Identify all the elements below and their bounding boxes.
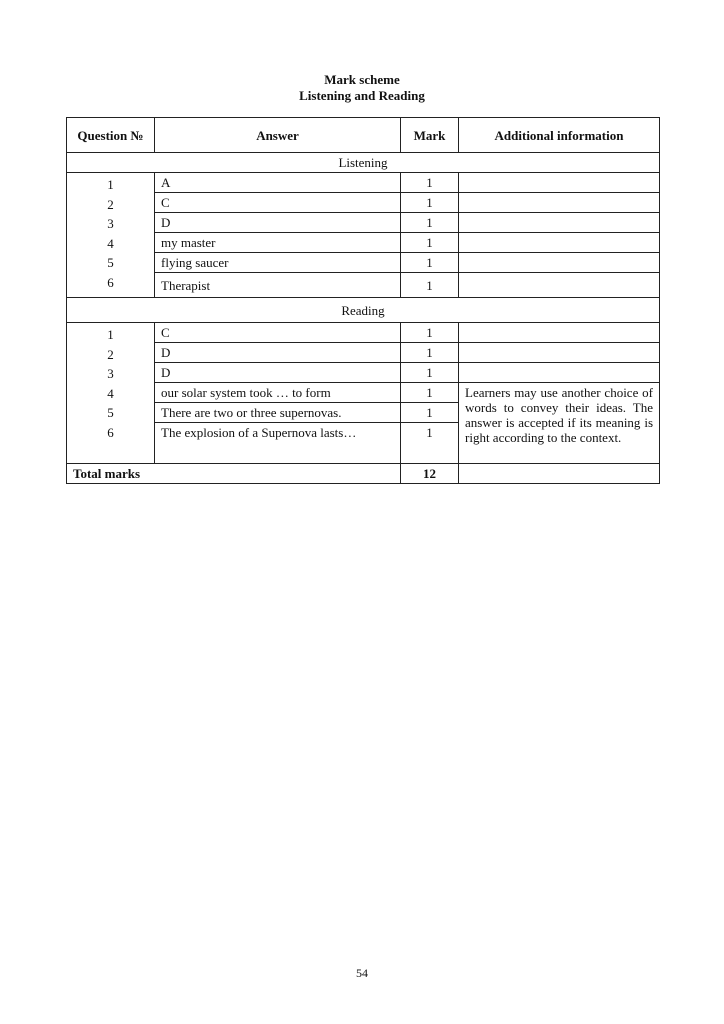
table-row (67, 323, 660, 343)
table-row (67, 383, 660, 403)
document-subtitle: Listening and Reading (299, 88, 425, 103)
answer-cell: There are two or three supernovas. (155, 403, 401, 423)
mark-cell: 1 (401, 173, 459, 193)
document-title: Mark scheme (324, 72, 400, 87)
mark-cell: 1 (401, 383, 459, 403)
mark-scheme-table (66, 117, 660, 484)
mark-cell: 1 (401, 193, 459, 213)
mark-cell: 1 (401, 403, 459, 423)
answer-cell: A (155, 173, 401, 193)
total-label: Total marks (67, 464, 401, 484)
info-cell (459, 213, 660, 233)
table-row (67, 233, 660, 253)
answer-cell: D (155, 213, 401, 233)
question-number: 3 (107, 366, 114, 381)
total-value: 12 (401, 464, 459, 484)
table-row (67, 253, 660, 273)
answer-cell: C (155, 193, 401, 213)
mark-cell: 1 (401, 343, 459, 363)
question-number: 6 (107, 424, 114, 440)
question-numbers (67, 323, 155, 464)
header-mark: Mark (401, 118, 459, 153)
table-row (67, 193, 660, 213)
header-additional-info: Additional information (459, 118, 660, 153)
section-row-reading (67, 298, 660, 323)
question-number: 6 (107, 274, 114, 290)
mark-cell: 1 (401, 273, 459, 298)
table-row (67, 173, 660, 193)
info-cell (459, 273, 660, 298)
answer-cell: The explosion of a Supernova lasts… (155, 423, 401, 464)
info-cell (459, 323, 660, 343)
mark-cell: 1 (401, 363, 459, 383)
question-number: 2 (107, 346, 114, 362)
table-row (67, 273, 660, 298)
question-number: 4 (107, 235, 114, 251)
answer-cell: D (155, 343, 401, 363)
section-title: Listening (67, 153, 660, 173)
answer-cell: my master (155, 233, 401, 253)
mark-cell: 1 (401, 323, 459, 343)
info-cell (459, 173, 660, 193)
table-row (67, 213, 660, 233)
info-cell (459, 193, 660, 213)
header-question: Question № (67, 118, 155, 153)
header-answer: Answer (155, 118, 401, 153)
additional-info-cell: Learners may use another choice of words to convey their ideas. The answer is accepted if its meaning is right according to the context. (459, 383, 660, 464)
info-cell (459, 464, 660, 484)
question-number: 1 (107, 327, 114, 342)
question-number: 5 (107, 255, 114, 270)
section-row-listening (67, 153, 660, 173)
info-cell (459, 233, 660, 253)
mark-cell: 1 (401, 423, 459, 464)
header-row (67, 118, 660, 153)
mark-cell: 1 (401, 233, 459, 253)
question-number: 3 (107, 216, 114, 231)
table-row (67, 363, 660, 383)
info-cell (459, 363, 660, 383)
answer-cell: D (155, 363, 401, 383)
total-row (67, 464, 660, 484)
question-numbers (67, 173, 155, 298)
mark-cell: 1 (401, 213, 459, 233)
question-number: 2 (107, 196, 114, 212)
info-cell (459, 343, 660, 363)
page-number: 54 (356, 966, 368, 980)
answer-cell: Therapist (155, 273, 401, 298)
info-cell (459, 253, 660, 273)
question-number: 1 (107, 177, 114, 192)
answer-cell: our solar system took … to form (155, 383, 401, 403)
answer-cell: flying saucer (155, 253, 401, 273)
question-number: 4 (107, 385, 114, 401)
answer-cell: C (155, 323, 401, 343)
question-number: 5 (107, 405, 114, 420)
section-title: Reading (67, 298, 660, 323)
mark-cell: 1 (401, 253, 459, 273)
table-row (67, 343, 660, 363)
